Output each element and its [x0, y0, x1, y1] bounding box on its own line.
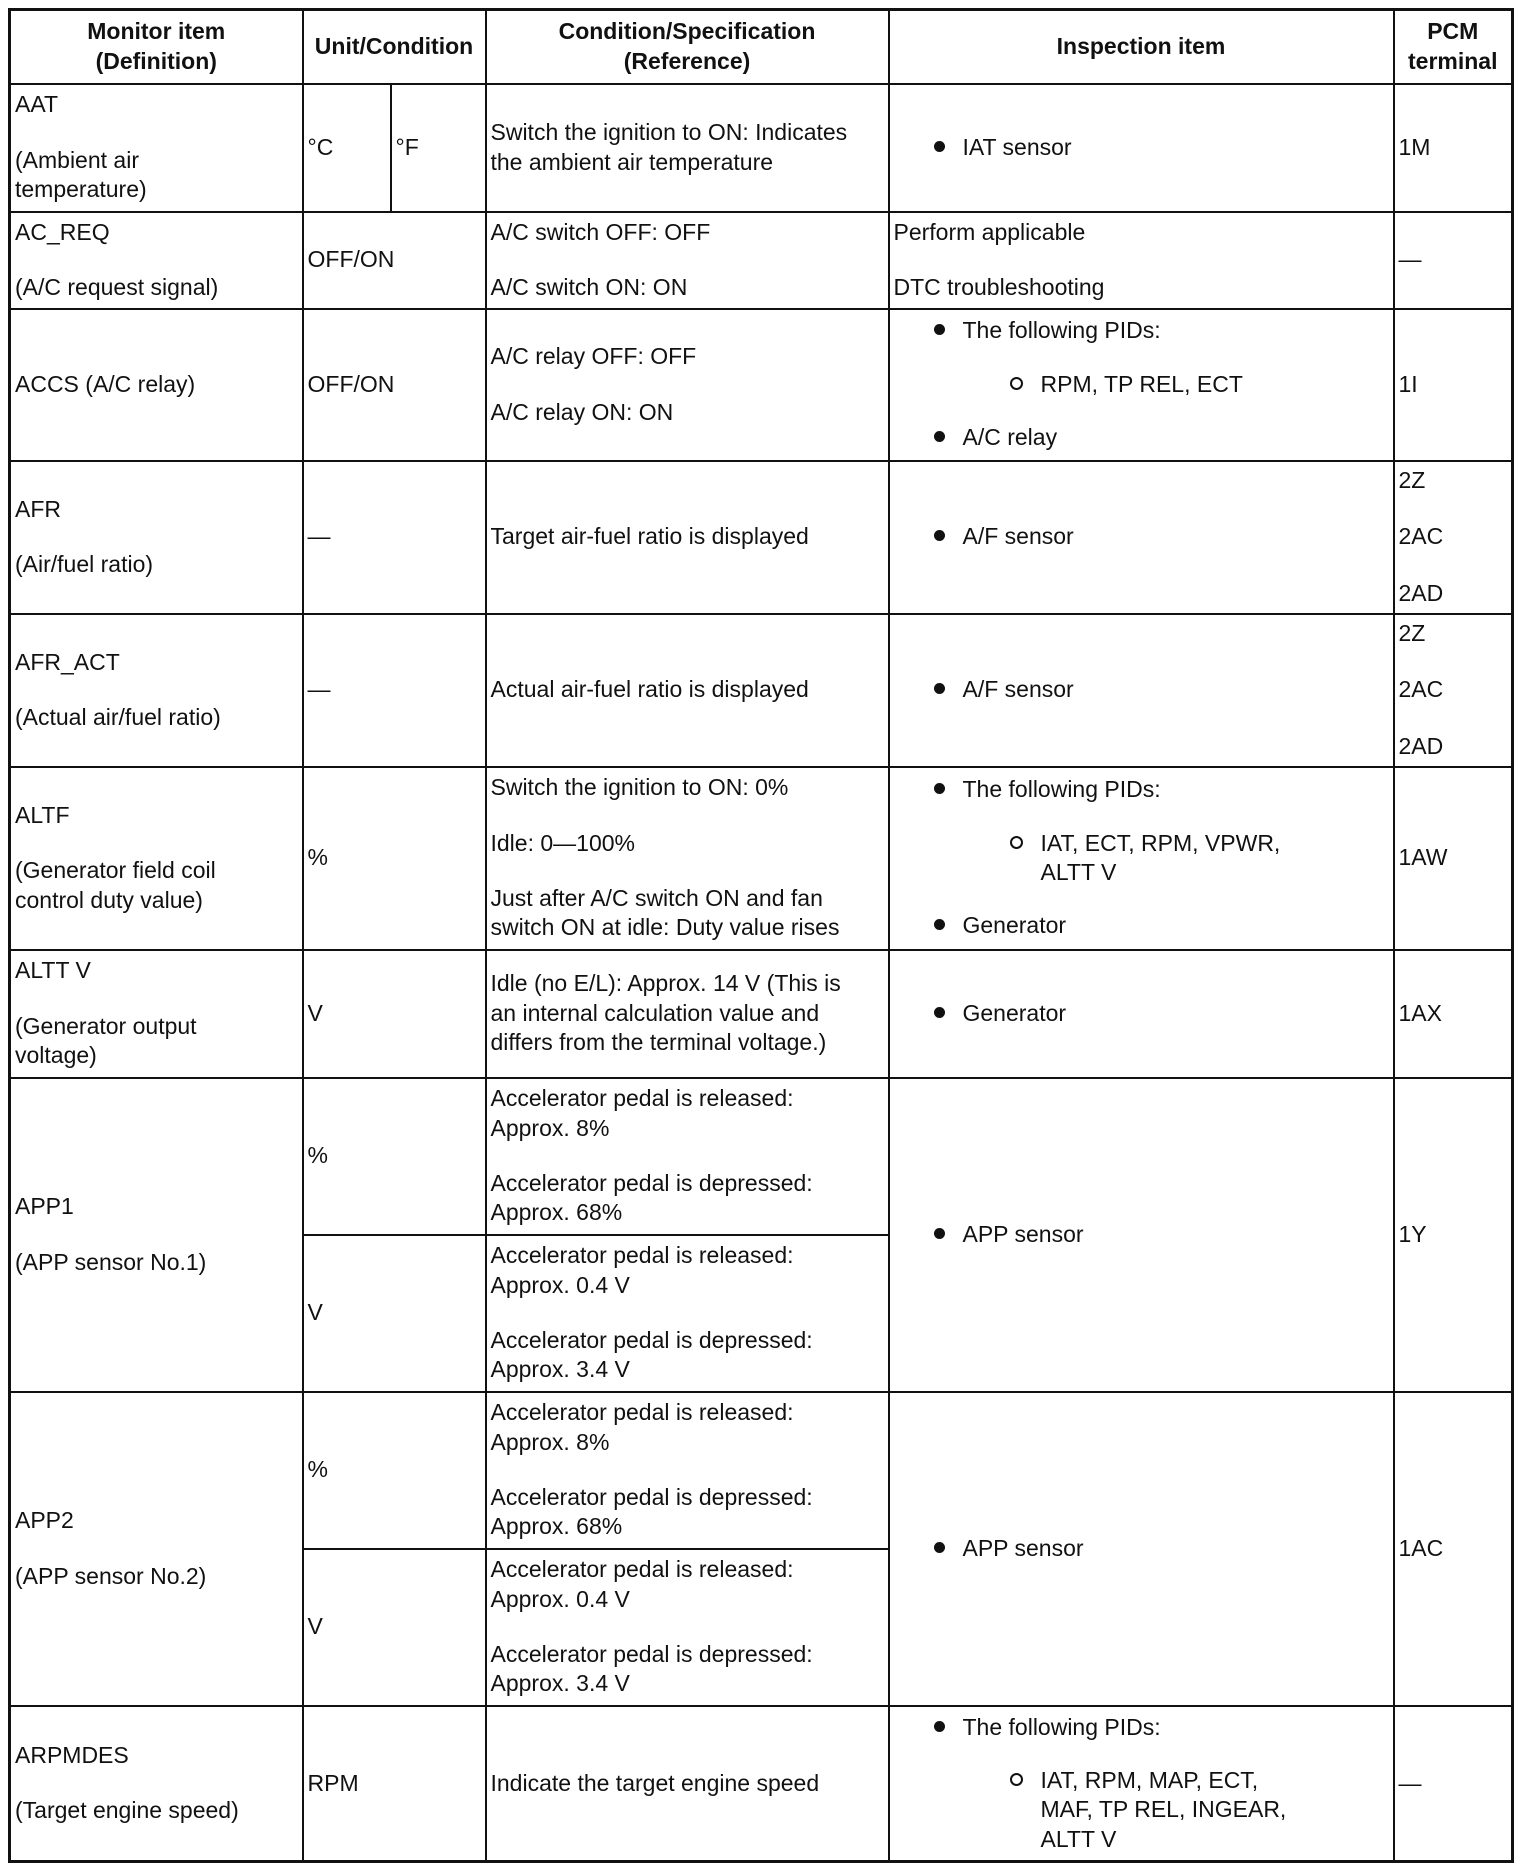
- monitor-item-cell: AC_REQ (A/C request signal): [10, 212, 303, 309]
- condition-cell: A/C relay OFF: OFF A/C relay ON: ON: [486, 309, 889, 461]
- table-row: [10, 767, 1513, 950]
- monitor-item-cell: AAT (Ambient air temperature): [10, 84, 303, 212]
- condition-cell: Switch the ignition to ON: Indicates the ambient air temperature: [486, 84, 889, 212]
- unit-cell: %: [303, 767, 486, 950]
- bullet-icon: [934, 1542, 945, 1553]
- inspection-cell: The following PIDs: RPM, TP REL, ECT A/C relay: [889, 309, 1394, 461]
- monitor-item-table: [8, 8, 1514, 1863]
- unit-cell: %: [303, 1078, 486, 1235]
- bullet-icon: [934, 1007, 945, 1018]
- table-row: [10, 212, 1513, 309]
- sub-bullet-icon: [1010, 1773, 1023, 1786]
- inspection-cell: APP sensor: [889, 1078, 1394, 1392]
- unit-cell: RPM: [303, 1706, 486, 1862]
- pcm-terminal-cell: 2Z 2AC 2AD: [1394, 461, 1513, 614]
- pcm-terminal-cell: —: [1394, 1706, 1513, 1862]
- condition-cell: Indicate the target engine speed: [486, 1706, 889, 1862]
- unit-cell: V: [303, 1235, 486, 1392]
- condition-cell: Switch the ignition to ON: 0% Idle: 0—100% Just after A/C switch ON and fan switch ON at idle: Duty value rises: [486, 767, 889, 950]
- unit-cell: %: [303, 1392, 486, 1549]
- pcm-terminal-cell: 1AC: [1394, 1392, 1513, 1706]
- unit-cell: OFF/ON: [303, 309, 486, 461]
- condition-cell: Actual air-fuel ratio is displayed: [486, 614, 889, 767]
- pcm-terminal-cell: —: [1394, 212, 1513, 309]
- condition-cell: Idle (no E/L): Approx. 14 V (This is an internal calculation value and differs from the terminal voltage.): [486, 950, 889, 1078]
- monitor-item-cell: AFR_ACT (Actual air/fuel ratio): [10, 614, 303, 767]
- monitor-item-cell: AFR (Air/fuel ratio): [10, 461, 303, 614]
- pcm-terminal-cell: 1I: [1394, 309, 1513, 461]
- bullet-icon: [934, 783, 945, 794]
- condition-cell: Accelerator pedal is released: Approx. 8% Accelerator pedal is depressed: Approx. 68%: [486, 1078, 889, 1235]
- pcm-terminal-cell: 2Z 2AC 2AD: [1394, 614, 1513, 767]
- header-condition-specification: Condition/Specification (Reference): [486, 10, 889, 84]
- inspection-cell: IAT sensor: [889, 84, 1394, 212]
- inspection-cell: The following PIDs: IAT, RPM, MAP, ECT, MAF, TP REL, INGEAR, ALTT V: [889, 1706, 1394, 1862]
- bullet-icon: [934, 324, 945, 335]
- table-row: [10, 1706, 1513, 1862]
- inspection-cell: Perform applicable DTC troubleshooting: [889, 212, 1394, 309]
- unit-cell: —: [303, 461, 486, 614]
- pcm-terminal-cell: 1M: [1394, 84, 1513, 212]
- unit-cell: —: [303, 614, 486, 767]
- sub-bullet-icon: [1010, 836, 1023, 849]
- inspection-cell: Generator: [889, 950, 1394, 1078]
- pcm-terminal-cell: 1Y: [1394, 1078, 1513, 1392]
- table-row: [10, 309, 1513, 461]
- bullet-icon: [934, 683, 945, 694]
- condition-cell: Accelerator pedal is released: Approx. 8% Accelerator pedal is depressed: Approx. 68%: [486, 1392, 889, 1549]
- bullet-icon: [934, 530, 945, 541]
- monitor-item-cell: ACCS (A/C relay): [10, 309, 303, 461]
- bullet-icon: [934, 1228, 945, 1239]
- bullet-icon: [934, 431, 945, 442]
- unit-cell: OFF/ON: [303, 212, 486, 309]
- table-row: [10, 461, 1513, 614]
- bullet-icon: [934, 1721, 945, 1732]
- monitor-item-cell: ALTT V (Generator output voltage): [10, 950, 303, 1078]
- unit-cell: V: [303, 1549, 486, 1706]
- table-row: [10, 1392, 1513, 1549]
- header-monitor-item: Monitor item (Definition): [10, 10, 303, 84]
- monitor-item-cell: ARPMDES (Target engine speed): [10, 1706, 303, 1862]
- unit-cell: V: [303, 950, 486, 1078]
- inspection-cell: A/F sensor: [889, 614, 1394, 767]
- monitor-item-cell: APP1 (APP sensor No.1): [10, 1078, 303, 1392]
- condition-cell: Accelerator pedal is released: Approx. 0.4 V Accelerator pedal is depressed: Approx. 3.4 V: [486, 1549, 889, 1706]
- inspection-cell: The following PIDs: IAT, ECT, RPM, VPWR, ALTT V Generator: [889, 767, 1394, 950]
- sub-bullet-icon: [1010, 377, 1023, 390]
- table-row: [10, 614, 1513, 767]
- header-unit-condition: Unit/Condition: [303, 10, 486, 84]
- monitor-item-cell: APP2 (APP sensor No.2): [10, 1392, 303, 1706]
- header-inspection-item: Inspection item: [889, 10, 1394, 84]
- bullet-icon: [934, 919, 945, 930]
- unit-celsius-cell: °C: [303, 84, 391, 212]
- pcm-terminal-cell: 1AX: [1394, 950, 1513, 1078]
- header-pcm-terminal: PCM terminal: [1394, 10, 1513, 84]
- condition-cell: A/C switch OFF: OFF A/C switch ON: ON: [486, 212, 889, 309]
- table-row: [10, 84, 1513, 212]
- header-row: [10, 10, 1513, 84]
- condition-cell: Accelerator pedal is released: Approx. 0.4 V Accelerator pedal is depressed: Approx. 3.4 V: [486, 1235, 889, 1392]
- unit-fahrenheit-cell: °F: [391, 84, 486, 212]
- table-row: [10, 1078, 1513, 1235]
- table-row: [10, 950, 1513, 1078]
- monitor-item-cell: ALTF (Generator field coil control duty value): [10, 767, 303, 950]
- inspection-cell: A/F sensor: [889, 461, 1394, 614]
- inspection-cell: APP sensor: [889, 1392, 1394, 1706]
- bullet-icon: [934, 141, 945, 152]
- pcm-terminal-cell: 1AW: [1394, 767, 1513, 950]
- condition-cell: Target air-fuel ratio is displayed: [486, 461, 889, 614]
